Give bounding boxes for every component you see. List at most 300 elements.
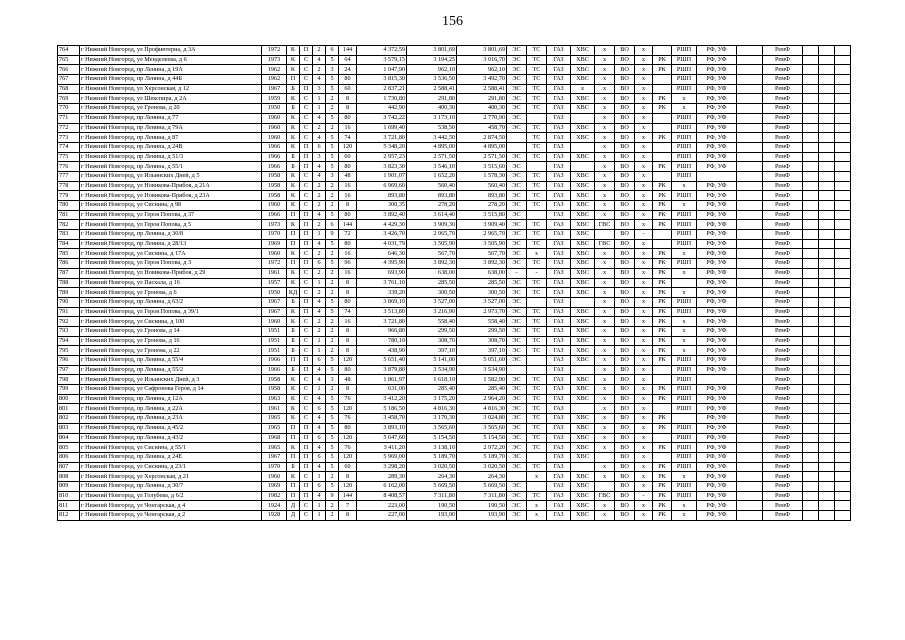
- table-cell: 5: [326, 152, 339, 162]
- table-cell: ХВС: [571, 104, 595, 114]
- table-cell: г Нижний Новгород, ул Сафронова Героя, д 14: [80, 385, 262, 395]
- table-cell: 1960: [262, 133, 287, 143]
- table-cell: [697, 171, 737, 181]
- table-cell: [803, 356, 819, 366]
- table-cell: РШП: [672, 220, 697, 230]
- table-cell: 1 861,97: [357, 375, 407, 385]
- table-cell: П: [300, 152, 313, 162]
- table-cell: 2 972,20: [457, 443, 507, 453]
- table-cell: 80: [339, 113, 357, 123]
- table-cell: ХВС: [571, 346, 595, 356]
- table-cell: х: [672, 249, 697, 259]
- table-cell: х: [595, 288, 615, 298]
- table-cell: РК: [653, 481, 672, 491]
- table-cell: 893,80: [407, 191, 457, 201]
- table-cell: Б: [287, 84, 300, 94]
- table-cell: [835, 230, 851, 240]
- table-cell: 1: [313, 346, 326, 356]
- table-cell: [819, 133, 835, 143]
- table-cell: РФ, УФ: [697, 152, 737, 162]
- table-cell: 193,90: [407, 511, 457, 521]
- table-cell: г Нижний Новгород, пр Ленина, д 23А: [80, 414, 262, 424]
- table-cell: [737, 201, 763, 211]
- table-cell: 227,00: [357, 511, 407, 521]
- table-cell: [595, 481, 615, 491]
- table-cell: 5 186,50: [357, 404, 407, 414]
- table-cell: РемФ: [763, 181, 803, 191]
- table-cell: 780,10: [357, 336, 407, 346]
- table-cell: 808: [58, 472, 80, 482]
- table-cell: ГАЗ: [547, 94, 571, 104]
- table-cell: г Нижний Новгород, ул Гронова, д 14: [80, 326, 262, 336]
- table-cell: х: [635, 152, 653, 162]
- table-cell: ГАЗ: [547, 46, 571, 56]
- table-cell: 1962: [262, 65, 287, 75]
- table-cell: х: [635, 501, 653, 511]
- table-cell: П: [300, 230, 313, 240]
- table-cell: [819, 268, 835, 278]
- table-cell: г Нижний Новгород, пр Ленина, д 24Е: [80, 452, 262, 462]
- table-cell: [737, 394, 763, 404]
- table-cell: х: [595, 297, 615, 307]
- table-cell: 2 957,23: [357, 152, 407, 162]
- table-cell: 5 647,60: [357, 433, 407, 443]
- table-cell: РФ, УФ: [697, 423, 737, 433]
- table-cell: РК: [653, 201, 672, 211]
- table-cell: РШП: [672, 113, 697, 123]
- table-cell: [803, 65, 819, 75]
- table-cell: [737, 123, 763, 133]
- table-cell: 4: [313, 239, 326, 249]
- table-cell: ТС: [527, 443, 547, 453]
- table-cell: РФ, УФ: [697, 317, 737, 327]
- table-cell: Б: [287, 346, 300, 356]
- table-cell: [527, 113, 547, 123]
- table-cell: [819, 152, 835, 162]
- table-cell: К: [287, 404, 300, 414]
- table-cell: 3: [326, 375, 339, 385]
- table-cell: 264,30: [407, 472, 457, 482]
- table-row: [58, 181, 851, 191]
- table-cell: Б: [287, 297, 300, 307]
- table-cell: х: [635, 375, 653, 385]
- table-cell: [835, 326, 851, 336]
- table-cell: 2: [326, 346, 339, 356]
- table-cell: РФ, УФ: [697, 259, 737, 269]
- table-cell: 2 964,20: [457, 394, 507, 404]
- table-cell: [835, 501, 851, 511]
- table-cell: х: [527, 511, 547, 521]
- table-cell: х: [595, 326, 615, 336]
- table-cell: 4: [313, 133, 326, 143]
- table-cell: ВО: [615, 346, 635, 356]
- table-cell: 2: [313, 46, 326, 56]
- table-cell: ЭС: [507, 443, 527, 453]
- table-cell: 2: [326, 317, 339, 327]
- table-cell: 24: [339, 65, 357, 75]
- table-cell: 2: [313, 288, 326, 298]
- table-cell: 60: [339, 84, 357, 94]
- table-cell: 3 216,90: [407, 307, 457, 317]
- table-cell: х: [635, 452, 653, 462]
- table-cell: 400,30: [407, 104, 457, 114]
- table-cell: [803, 46, 819, 56]
- table-cell: [803, 268, 819, 278]
- table-cell: [803, 462, 819, 472]
- table-cell: ТС: [527, 84, 547, 94]
- table-cell: ХВС: [571, 307, 595, 317]
- table-cell: ЭС: [507, 75, 527, 85]
- table-cell: ГАЗ: [547, 404, 571, 414]
- table-cell: 1966: [262, 210, 287, 220]
- table-cell: 1: [313, 94, 326, 104]
- table-cell: 772: [58, 123, 80, 133]
- table-cell: РемФ: [763, 104, 803, 114]
- table-cell: РемФ: [763, 481, 803, 491]
- table-cell: 1982: [262, 491, 287, 501]
- table-cell: г Нижний Новгород, пр Ленина, д 63/2: [80, 297, 262, 307]
- table-cell: ГАЗ: [547, 230, 571, 240]
- table-cell: 3 175,20: [407, 394, 457, 404]
- table-cell: РемФ: [763, 336, 803, 346]
- table-cell: г Нижний Новгород, пр Ленина, д 30/7: [80, 481, 262, 491]
- table-cell: ЭС: [507, 123, 527, 133]
- table-cell: 1972: [262, 259, 287, 269]
- table-cell: РемФ: [763, 356, 803, 366]
- table-cell: 3 138,10: [407, 443, 457, 453]
- table-cell: 558,40: [407, 317, 457, 327]
- table-cell: ТС: [527, 326, 547, 336]
- table-cell: РемФ: [763, 84, 803, 94]
- table-cell: [819, 336, 835, 346]
- table-cell: [803, 123, 819, 133]
- table-cell: П: [300, 259, 313, 269]
- table-cell: ЭС: [507, 230, 527, 240]
- table-cell: РК: [653, 210, 672, 220]
- table-cell: [803, 104, 819, 114]
- table-cell: -: [507, 268, 527, 278]
- table-cell: С: [300, 65, 313, 75]
- table-cell: РК: [653, 414, 672, 424]
- table-cell: РШП: [672, 46, 697, 56]
- table-cell: 76: [339, 414, 357, 424]
- table-cell: 7 311,80: [407, 491, 457, 501]
- table-cell: ВО: [615, 443, 635, 453]
- table-cell: ВО: [615, 162, 635, 172]
- table-cell: 3 565,60: [457, 423, 507, 433]
- table-cell: 72: [339, 230, 357, 240]
- table-cell: 6: [313, 259, 326, 269]
- table-cell: РФ, УФ: [697, 94, 737, 104]
- table-cell: ГАЗ: [547, 201, 571, 211]
- table-cell: [737, 423, 763, 433]
- table-cell: С: [300, 268, 313, 278]
- table-cell: х: [595, 104, 615, 114]
- table-cell: [819, 433, 835, 443]
- table-cell: ТС: [527, 346, 547, 356]
- table-cell: РемФ: [763, 365, 803, 375]
- table-cell: РФ, УФ: [697, 191, 737, 201]
- table-cell: РемФ: [763, 443, 803, 453]
- table-row: [58, 113, 851, 123]
- table-cell: [737, 317, 763, 327]
- table-cell: 64: [339, 55, 357, 65]
- table-cell: 5: [326, 84, 339, 94]
- table-row: [58, 443, 851, 453]
- table-cell: ГАЗ: [547, 249, 571, 259]
- table-cell: РШП: [672, 423, 697, 433]
- table-cell: [737, 113, 763, 123]
- table-cell: ЭС: [507, 171, 527, 181]
- table-cell: х: [635, 55, 653, 65]
- table-cell: [835, 104, 851, 114]
- table-cell: [737, 404, 763, 414]
- table-row: [58, 65, 851, 75]
- table-cell: 16: [339, 123, 357, 133]
- table-cell: х: [595, 511, 615, 521]
- table-cell: 1951: [262, 326, 287, 336]
- table-cell: 1 618,10: [407, 375, 457, 385]
- table-cell: ХВС: [571, 268, 595, 278]
- table-cell: ЭС: [507, 317, 527, 327]
- table-cell: ТС: [527, 65, 547, 75]
- table-cell: [835, 239, 851, 249]
- table-body: [58, 46, 851, 521]
- table-cell: [803, 365, 819, 375]
- table-cell: х: [635, 268, 653, 278]
- table-cell: 5: [326, 423, 339, 433]
- table-cell: х: [595, 201, 615, 211]
- table-cell: РФ, УФ: [697, 511, 737, 521]
- table-cell: [737, 288, 763, 298]
- table-cell: ХВС: [571, 210, 595, 220]
- table-cell: [571, 113, 595, 123]
- table-cell: ГАЗ: [547, 239, 571, 249]
- table-cell: ЭС: [507, 239, 527, 249]
- table-cell: 5: [326, 414, 339, 424]
- table-cell: 5 348,20: [357, 142, 407, 152]
- table-cell: 2: [326, 385, 339, 395]
- table-cell: г Нижний Новгород, пр Ленина, д 55/1: [80, 162, 262, 172]
- table-cell: 4: [313, 394, 326, 404]
- table-cell: [819, 142, 835, 152]
- table-cell: ТС: [527, 404, 547, 414]
- table-row: [58, 201, 851, 211]
- table-cell: РемФ: [763, 404, 803, 414]
- table-row: [58, 104, 851, 114]
- table-cell: П: [287, 210, 300, 220]
- table-cell: 300,50: [457, 288, 507, 298]
- table-cell: РК: [653, 394, 672, 404]
- table-row: [58, 84, 851, 94]
- table-cell: ХВС: [571, 491, 595, 501]
- table-cell: 767: [58, 75, 80, 85]
- table-cell: [737, 259, 763, 269]
- table-cell: г Нижний Новгород, ул Героя Попова, д 5: [80, 220, 262, 230]
- table-cell: [835, 94, 851, 104]
- table-cell: 3 879,80: [357, 365, 407, 375]
- table-cell: РемФ: [763, 307, 803, 317]
- table-row: [58, 365, 851, 375]
- table-cell: 9: [326, 230, 339, 240]
- table-cell: 779: [58, 191, 80, 201]
- table-row: [58, 491, 851, 501]
- table-cell: 2 571,50: [457, 152, 507, 162]
- table-cell: ЭС: [507, 385, 527, 395]
- table-cell: 16: [339, 181, 357, 191]
- table-cell: К: [287, 472, 300, 482]
- table-cell: х: [595, 443, 615, 453]
- table-cell: [653, 230, 672, 240]
- table-cell: [835, 356, 851, 366]
- table-cell: ЭС: [507, 394, 527, 404]
- table-cell: ЭС: [507, 210, 527, 220]
- table-cell: 1: [313, 511, 326, 521]
- table-cell: 5: [326, 433, 339, 443]
- table-cell: ХВС: [571, 375, 595, 385]
- table-cell: [737, 307, 763, 317]
- table-cell: П: [287, 481, 300, 491]
- table-cell: ГАЗ: [547, 326, 571, 336]
- table-cell: П: [287, 452, 300, 462]
- table-cell: 6: [313, 142, 326, 152]
- table-cell: [571, 142, 595, 152]
- table-cell: 278,20: [457, 201, 507, 211]
- table-cell: П: [300, 210, 313, 220]
- table-cell: К: [287, 133, 300, 143]
- table-cell: 1972: [262, 46, 287, 56]
- table-cell: г Нижний Новгород, ул Героя Попова, д 3: [80, 259, 262, 269]
- table-cell: 3 892,30: [457, 259, 507, 269]
- table-cell: 3 721,80: [357, 133, 407, 143]
- table-cell: 4: [313, 307, 326, 317]
- table-cell: [737, 55, 763, 65]
- table-cell: РШП: [672, 162, 697, 172]
- table-cell: П: [300, 462, 313, 472]
- table-cell: г Нижний Новгород, пр Ленина, д 87: [80, 133, 262, 143]
- table-cell: 966,80: [357, 326, 407, 336]
- table-cell: ГАЗ: [547, 133, 571, 143]
- table-cell: [737, 230, 763, 240]
- table-cell: 16: [339, 191, 357, 201]
- table-cell: [803, 404, 819, 414]
- table-cell: РемФ: [763, 385, 803, 395]
- table-cell: 5: [326, 113, 339, 123]
- table-cell: [803, 433, 819, 443]
- table-cell: П: [300, 307, 313, 317]
- table-cell: ТС: [527, 104, 547, 114]
- table-cell: [803, 220, 819, 230]
- table-cell: [835, 404, 851, 414]
- table-cell: ЭС: [507, 501, 527, 511]
- table-cell: ГАЗ: [547, 104, 571, 114]
- table-cell: [819, 394, 835, 404]
- table-cell: [653, 433, 672, 443]
- table-cell: х: [595, 472, 615, 482]
- table-cell: х: [635, 249, 653, 259]
- table-cell: 807: [58, 462, 80, 472]
- table-cell: ЭС: [507, 94, 527, 104]
- table-cell: П: [300, 220, 313, 230]
- table-cell: К: [287, 123, 300, 133]
- table-cell: РФ, УФ: [697, 75, 737, 85]
- table-cell: ВО: [615, 375, 635, 385]
- table-cell: х: [595, 365, 615, 375]
- table-cell: РФ, УФ: [697, 181, 737, 191]
- table-cell: 60: [339, 152, 357, 162]
- table-cell: 1 652,20: [407, 171, 457, 181]
- table-cell: 1962: [262, 75, 287, 85]
- table-cell: [737, 278, 763, 288]
- table-cell: РемФ: [763, 152, 803, 162]
- table-cell: РШП: [672, 297, 697, 307]
- table-cell: 2: [326, 268, 339, 278]
- table-cell: [803, 201, 819, 211]
- table-cell: РемФ: [763, 414, 803, 424]
- table-cell: ГАЗ: [547, 491, 571, 501]
- table-cell: ВО: [615, 230, 635, 240]
- table-cell: [835, 201, 851, 211]
- table-cell: 806: [58, 452, 80, 462]
- table-cell: 777: [58, 171, 80, 181]
- table-cell: РШП: [672, 152, 697, 162]
- table-cell: [819, 94, 835, 104]
- table-cell: ХВС: [571, 181, 595, 191]
- table-cell: РШП: [672, 491, 697, 501]
- table-cell: г Нижний Новгород, пр Ленина, д 19А: [80, 65, 262, 75]
- table-cell: 787: [58, 268, 80, 278]
- table-cell: РемФ: [763, 394, 803, 404]
- table-cell: г Нижний Новгород, ул Пасхала, д 16: [80, 278, 262, 288]
- table-cell: 1960: [262, 201, 287, 211]
- table-cell: РемФ: [763, 220, 803, 230]
- table-cell: 801: [58, 404, 80, 414]
- table-cell: ЭС: [507, 152, 527, 162]
- table-cell: РК: [653, 346, 672, 356]
- table-cell: [835, 375, 851, 385]
- table-cell: 120: [339, 433, 357, 443]
- table-cell: 2 588,41: [407, 84, 457, 94]
- table-cell: 397,10: [457, 346, 507, 356]
- table-cell: 797: [58, 365, 80, 375]
- table-cell: [835, 142, 851, 152]
- table-cell: 4 429,30: [357, 220, 407, 230]
- table-cell: г Нижний Новгород, ул Ильинских Дней, д 5: [80, 171, 262, 181]
- table-cell: [803, 133, 819, 143]
- table-cell: [835, 414, 851, 424]
- table-cell: С: [300, 394, 313, 404]
- table-cell: [819, 210, 835, 220]
- table-cell: [819, 191, 835, 201]
- table-cell: 1960: [262, 472, 287, 482]
- table-cell: 8: [339, 201, 357, 211]
- table-cell: ЭС: [507, 220, 527, 230]
- table-cell: РФ, УФ: [697, 394, 737, 404]
- table-cell: 4: [313, 297, 326, 307]
- table-cell: 1966: [262, 365, 287, 375]
- table-cell: РК: [653, 297, 672, 307]
- table-cell: г Нижний Новгород, ул Героя Попова, д 39/1: [80, 307, 262, 317]
- table-row: [58, 239, 851, 249]
- table-cell: ВО: [615, 326, 635, 336]
- table-cell: ВО: [615, 94, 635, 104]
- table-cell: ВО: [615, 404, 635, 414]
- table-cell: [835, 394, 851, 404]
- table-cell: [819, 365, 835, 375]
- table-cell: ЭС: [507, 414, 527, 424]
- table-cell: [571, 404, 595, 414]
- table-cell: 74: [339, 133, 357, 143]
